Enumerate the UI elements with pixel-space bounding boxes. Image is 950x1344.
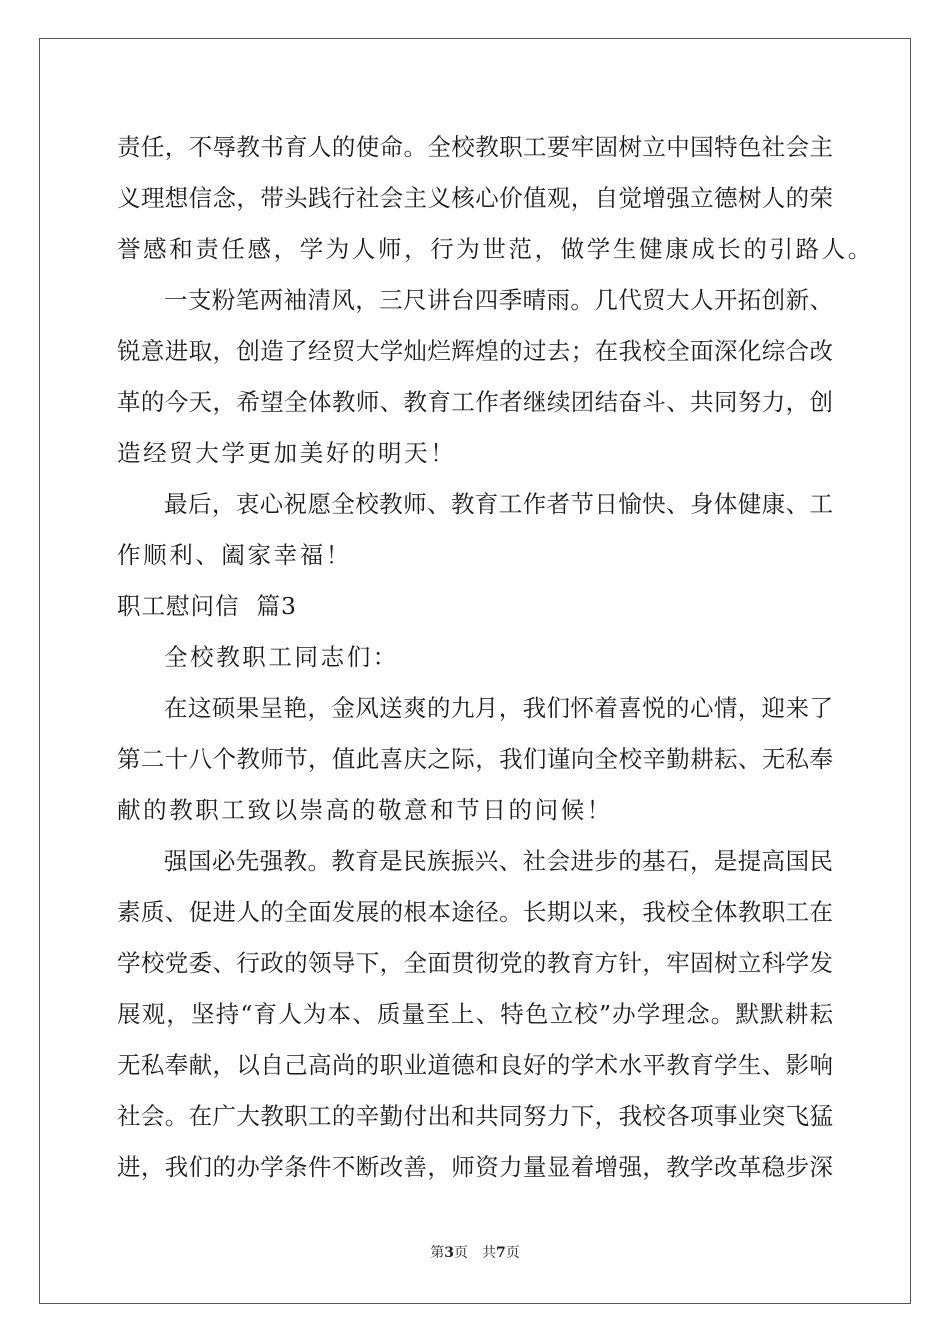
paragraph-line: 革的今天，希望全体教师、教育工作者继续团结奋斗、共同努力，创 xyxy=(117,388,833,416)
paragraph-line: 第二十八个教师节，值此喜庆之际，我们谨向全校辛勤耕耘、无私奉 xyxy=(117,745,833,773)
paragraph-line: 最后，衷心祝愿全校教师、教育工作者节日愉快、身体健康、工 xyxy=(164,490,833,518)
paragraph-line: 一支粉笔两袖清风，三尺讲台四季晴雨。几代贸大人开拓创新、 xyxy=(164,286,833,314)
paragraph-line: 锐意进取，创造了经贸大学灿烂辉煌的过去；在我校全面深化综合改 xyxy=(117,337,833,365)
page-number-total: 7 xyxy=(496,1245,506,1261)
paragraph-line: 献的教职工致以崇高的敬意和节日的问候！ xyxy=(117,796,613,824)
paragraph-line: 学校党委、行政的领导下，全面贯彻党的教育方针，牢固树立科学发 xyxy=(117,949,833,977)
paragraph-line: 造经贸大学更加美好的明天！ xyxy=(117,439,457,467)
section-heading: 职工慰问信 篇3 xyxy=(117,592,297,620)
paragraph-line: 社会。在广大教职工的辛勤付出和共同努力下，我校各项事业突飞猛 xyxy=(117,1102,833,1130)
page-footer xyxy=(0,1244,950,1262)
paragraph-line: 在这硕果呈艳，金风送爽的九月，我们怀着喜悦的心情，迎来了 xyxy=(164,694,833,722)
paragraph-line: 展观，坚持“育人为本、质量至上、特色立校”办学理念。默默耕耘 xyxy=(117,1000,833,1028)
salutation: 全校教职工同志们： xyxy=(164,643,399,671)
page-number-suffix: 页 xyxy=(454,1245,468,1261)
paragraph-line: 作顺利、阖家幸福！ xyxy=(117,541,352,569)
page-number-prefix: 第 xyxy=(430,1245,445,1261)
page-number-current: 3 xyxy=(444,1245,454,1261)
paragraph-line: 素质、促进人的全面发展的根本途径。长期以来，我校全体教职工在 xyxy=(117,898,833,926)
page-total-prefix: 共 xyxy=(482,1245,496,1261)
paragraph-line: 责任，不辱教书育人的使命。全校教职工要牢固树立中国特色社会主 xyxy=(117,133,833,161)
paragraph-line: 誉感和责任感，学为人师，行为世范，做学生健康成长的引路人。 xyxy=(117,235,874,263)
paragraph-line: 进，我们的办学条件不断改善，师资力量显着增强，教学改革稳步深 xyxy=(117,1153,833,1181)
paragraph-line: 强国必先强教。教育是民族振兴、社会进步的基石，是提高国民 xyxy=(164,847,833,875)
page-total-suffix: 页 xyxy=(505,1245,520,1261)
paragraph-line: 义理想信念，带头践行社会主义核心价值观，自觉增强立德树人的荣 xyxy=(117,184,833,212)
document-body xyxy=(117,122,874,1193)
paragraph-line: 无私奉献，以自己高尚的职业道德和良好的学术水平教育学生、影响 xyxy=(117,1051,833,1079)
